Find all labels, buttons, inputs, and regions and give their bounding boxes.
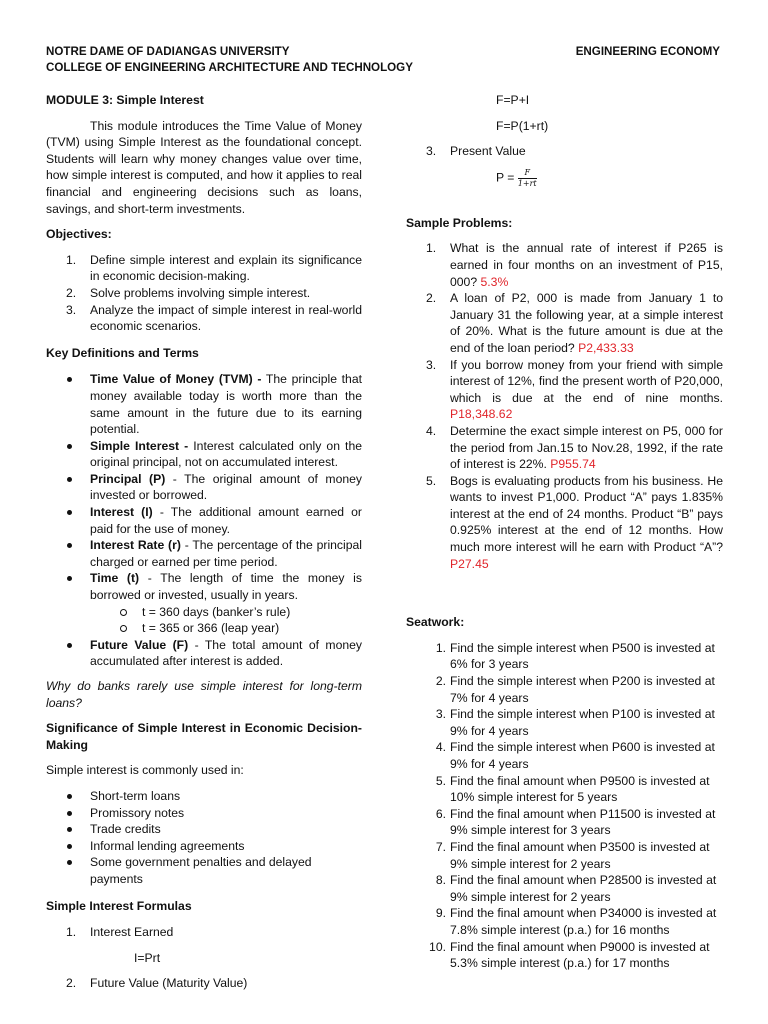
list-item: 1. Define simple interest and explain its significance in economic decision-making. <box>66 252 362 284</box>
definition-interest: Interest (I) - The additional amount earned or paid for the use of money. <box>46 504 362 537</box>
list-item: Trade credits <box>46 821 362 838</box>
list-item: 4. Determine the exact simple interest on P5, 000 for the period from Jan.15 to Nov.28, 1992, if the rate of interest is 22%. P955.74 <box>426 423 723 472</box>
significance-heading: Significance of Simple Interest in Economic Decision-Making <box>46 721 362 752</box>
fraction: $\frac{F}{1+rt}$ <box>517 167 537 188</box>
list-item: Informal lending agreements <box>46 838 362 855</box>
definitions-list <box>46 371 362 603</box>
definition-principal: Principal (P) - The original amount of money invested or borrowed. <box>46 471 362 504</box>
formula-present-value: P = $\frac{F}{1+rt}$ <box>496 167 537 188</box>
list-item: 2. Find the simple interest when P200 is invested at 7% for 4 years <box>435 674 715 705</box>
objectives-heading: Objectives: <box>46 227 112 242</box>
list-item: 3. If you borrow money from your friend with simple interest of 12%, find the present worth of P20,000, which is due at the end of nine months. P18,348.62 <box>426 357 723 422</box>
formulas-heading: Simple Interest Formulas <box>46 898 192 913</box>
objectives-list <box>46 252 362 335</box>
discussion-question: Why do banks rarely use simple interest for long-term loans? <box>46 679 362 710</box>
list-item: t = 360 days (banker’s rule) <box>46 604 362 621</box>
left-column <box>46 92 362 992</box>
seatwork-heading: Seatwork: <box>406 615 465 630</box>
college-name: COLLEGE OF ENGINEERING ARCHITECTURE AND TECHNOLOGY <box>46 61 413 74</box>
list-item: 2. A loan of P2, 000 is made from January 1 to January 31 the following year, at a simple interest of 20%. What is the future amount is due at the end of the loan period? P2,433.33 <box>426 291 723 355</box>
list-item: 1. Interest Earned <box>66 925 174 940</box>
formulas-list-cont <box>46 975 362 992</box>
page-header <box>46 44 720 76</box>
list-item: 5. Find the final amount when P9500 is invested at 10% simple interest for 5 years <box>435 773 710 805</box>
module-title: MODULE 3: Simple Interest <box>46 93 204 107</box>
sample-list <box>406 240 723 572</box>
significance-lead: Simple interest is commonly used in: <box>46 763 244 778</box>
answer: P955.74 <box>550 457 596 472</box>
list-item: 2. Solve problems involving simple interest. <box>66 285 311 300</box>
list-item: 1. Find the simple interest when P500 is invested at 6% for 3 years <box>435 640 715 672</box>
answer: 5.3% <box>480 274 509 289</box>
list-item: 3. Present Value <box>426 144 526 159</box>
list-item: 4. Find the simple interest when P600 is invested at 9% for 4 years <box>435 740 715 771</box>
definition-time: Time (t) - The length of time the money is borrowed or invested, usually in years. <box>46 570 362 603</box>
list-item: 8. Find the final amount when P28500 is invested at 9% simple interest for 2 years <box>435 873 717 904</box>
course-name: ENGINEERING ECONOMY <box>575 45 720 58</box>
list-item: 7. Find the final amount when P3500 is invested at 9% simple interest for 2 years <box>435 839 710 871</box>
sample-heading: Sample Problems: <box>406 215 513 230</box>
answer: P2,433.33 <box>578 340 634 355</box>
list-item: Promissory notes <box>46 805 362 822</box>
right-column <box>406 92 723 972</box>
list-item: 3. Find the simple interest when P100 is invested at 9% for 4 years <box>435 707 715 738</box>
definitions-list-cont <box>46 637 362 670</box>
list-item: 1. What is the annual rate of interest if P265 is earned in four months on an investment of P15, 000? 5.3% <box>426 241 723 289</box>
answer: P27.45 <box>450 556 489 571</box>
seatwork-list <box>406 640 723 972</box>
list-item: Short-term loans <box>46 788 362 805</box>
intro-paragraph: This module introduces the Time Value of Money (TVM) using Simple Interest as the foundational concept. Students will learn why money changes value over time, how simple interest is computed, and how it applies to real financial and engineering decisions such as loans, savings, and short-term investments. <box>46 118 362 216</box>
formula-interest: I=Prt <box>134 950 161 965</box>
list-item: 9. Find the final amount when P34000 is invested at 7.8% simple interest (p.a.) for 16 months <box>435 906 717 937</box>
list-item: 5. Bogs is evaluating products from his business. He wants to invest P1,000. Product “A” pays 1.835% interest at the end of 24 months. Product “B” pays 0.925% interest at the end of 12 months. How much more interest will he earn with Product “A”? P27.45 <box>426 473 723 571</box>
list-item: Some government penalties and delayed payments <box>46 854 362 887</box>
list-item: 3. Analyze the impact of simple interest in real-world economic scenarios. <box>66 302 362 334</box>
definition-tvm: Time Value of Money (TVM) - The principle that money available today is worth more than the same amount in the future due to its earning potential. <box>46 371 362 437</box>
list-item: 2. Future Value (Maturity Value) <box>66 976 248 991</box>
significance-list <box>46 788 362 888</box>
definition-simple-interest: Simple Interest - Interest calculated only on the original principal, not on accumulated interest. <box>46 438 362 471</box>
definition-rate: Interest Rate (r) - The percentage of the principal charged or earned per time period. <box>46 537 362 570</box>
definitions-heading: Key Definitions and Terms <box>46 345 199 360</box>
answer: P18,348.62 <box>450 407 513 422</box>
definition-future-value: Future Value (F) - The total amount of money accumulated after interest is added. <box>46 637 362 670</box>
list-item: 6. Find the final amount when P11500 is invested at 9% simple interest for 3 years <box>435 806 716 838</box>
time-sublist <box>46 604 362 637</box>
formula-future-value-2: F=P(1+rt) <box>496 118 549 133</box>
formulas-list-3 <box>406 143 723 160</box>
university-name: NOTRE DAME OF DADIANGAS UNIVERSITY <box>46 45 290 58</box>
formulas-list <box>46 924 362 941</box>
list-item: 10. Find the final amount when P9000 is invested at 5.3% simple interest (p.a.) for 17 months <box>429 939 710 971</box>
formula-future-value-1: F=P+I <box>496 93 530 107</box>
list-item: t = 365 or 366 (leap year) <box>46 620 362 637</box>
